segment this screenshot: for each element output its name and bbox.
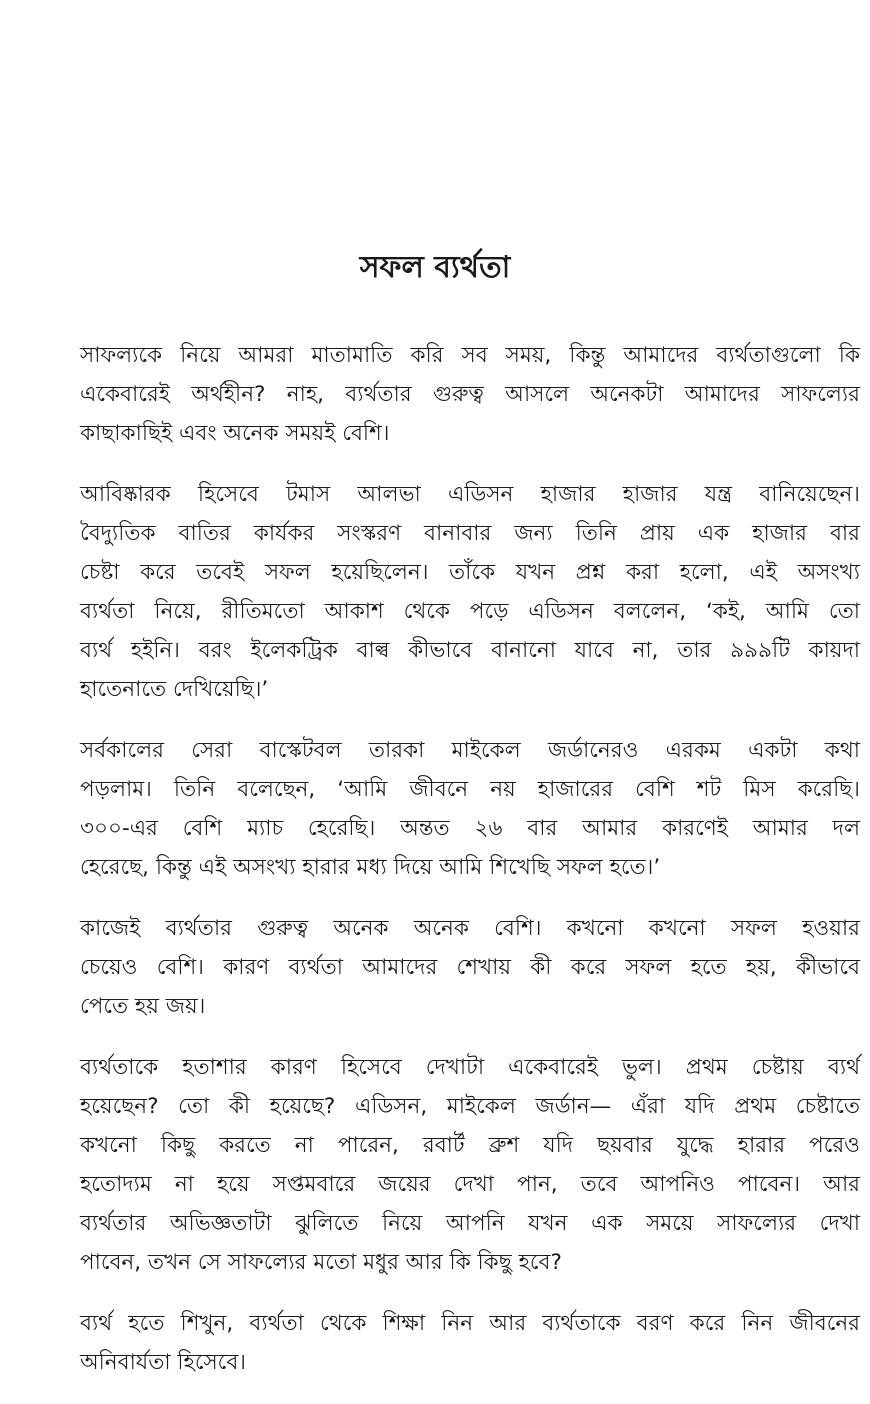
text-line: সর্বকালের সেরা বাস্কেটবল তারকা মাইকেল জর্ডানেরও এরকম একটা কথা [80, 738, 860, 763]
text-line: বৈদ্যুতিক বাতির কার্যকর সংস্করণ বানাবার জন্য তিনি প্রায় এক হাজার বার [80, 521, 860, 546]
text-line: ব্যর্থতা নিয়ে, রীতিমতো আকাশ থেকে পড়ে এডিসন বললেন, ‘কই, আমি তো [80, 599, 860, 624]
text-line: হয়েছেন? তো কী হয়েছে? এডিসন, মাইকেল জর্ডান— এঁরা যদি প্রথম চেষ্টাতে [80, 1094, 860, 1119]
text-line: কাজেই ব্যর্থতার গুরুত্ব অনেক অনেক বেশি। কখনো কখনো সফল হওয়ার [80, 916, 860, 941]
text-line: পেতে হয় জয়। [80, 994, 206, 1019]
text-line: অনিবার্যতা হিসেবে। [80, 1350, 246, 1375]
text-line: চেষ্টা করে তবেই সফল হয়েছিলেন। তাঁকে যখন প্রশ্ন করা হলো, এই অসংখ্য [80, 560, 860, 585]
text-line: পাবেন, তখন সে সাফল্যের মতো মধুর আর কি কিছু হবে? [80, 1250, 562, 1275]
paragraph-6 [80, 1304, 860, 1382]
text-line: একেবারেই অর্থহীন? নাহ, ব্যর্থতার গুরুত্ব আসলে অনেকটা আমাদের সাফল্যের [80, 382, 860, 407]
paragraph-5 [80, 1048, 860, 1282]
paragraph-3 [80, 731, 860, 887]
text-line: হতোদ্যম না হয়ে সপ্তমবারে জয়ের দেখা পান, তবে আপনিও পাবেন। আর [80, 1172, 860, 1197]
text-line: সাফল্যকে নিয়ে আমরা মাতামাতি করি সব সময়, কিন্তু আমাদের ব্যর্থতাগুলো কি [80, 343, 860, 368]
text-line: পড়লাম। তিনি বলেছেন, ‘আমি জীবনে নয় হাজারের বেশি শট মিস করেছি। [80, 777, 860, 802]
text-line: ৩০০-এর বেশি ম্যাচ হেরেছি। অন্তত ২৬ বার আমার কারণেই আমার দল [80, 816, 860, 841]
text-line: ব্যর্থতাকে হতাশার কারণ হিসেবে দেখাটা একেবারেই ভুল। প্রথম চেষ্টায় ব্যর্থ [80, 1055, 860, 1080]
text-line: আবিষ্কারক হিসেবে টমাস আলভা এডিসন হাজার হাজার যন্ত্র বানিয়েছেন। [80, 482, 860, 507]
text-line: ব্যর্থ হইনি। বরং ইলেকট্রিক বাল্ব কীভাবে বানানো যাবে না, তার ৯৯৯টি কায়দা [80, 638, 860, 663]
text-line: ব্যর্থতার অভিজ্ঞতাটা ঝুলিতে নিয়ে আপনি যখন এক সময়ে সাফল্যের দেখা [80, 1211, 860, 1236]
text-line: হেরেছে, কিন্তু এই অসংখ্য হারার মধ্য দিয়ে আমি শিখেছি সফল হতে।’ [80, 855, 661, 880]
page-title: সফল ব্যর্থতা [359, 250, 511, 285]
text-line: ব্যর্থ হতে শিখুন, ব্যর্থতা থেকে শিক্ষা নিন আর ব্যর্থতাকে বরণ করে নিন জীবনের [80, 1311, 860, 1336]
text-line: চেয়েও বেশি। কারণ ব্যর্থতা আমাদের শেখায় কী করে সফল হতে হয়, কীভাবে [80, 955, 860, 980]
text-line: হাতেনাতে দেখিয়েছি।’ [80, 677, 269, 702]
paragraph-2 [80, 475, 860, 709]
paragraph-1 [80, 336, 860, 453]
text-line: কাছাকাছিই এবং অনেক সময়ই বেশি। [80, 421, 390, 446]
paragraph-4 [80, 909, 860, 1026]
text-line: কখনো কিছু করতে না পারেন, রবার্ট ব্রুশ যদি ছয়বার যুদ্ধে হারার পরেও [80, 1133, 860, 1158]
article-body [80, 336, 860, 1404]
